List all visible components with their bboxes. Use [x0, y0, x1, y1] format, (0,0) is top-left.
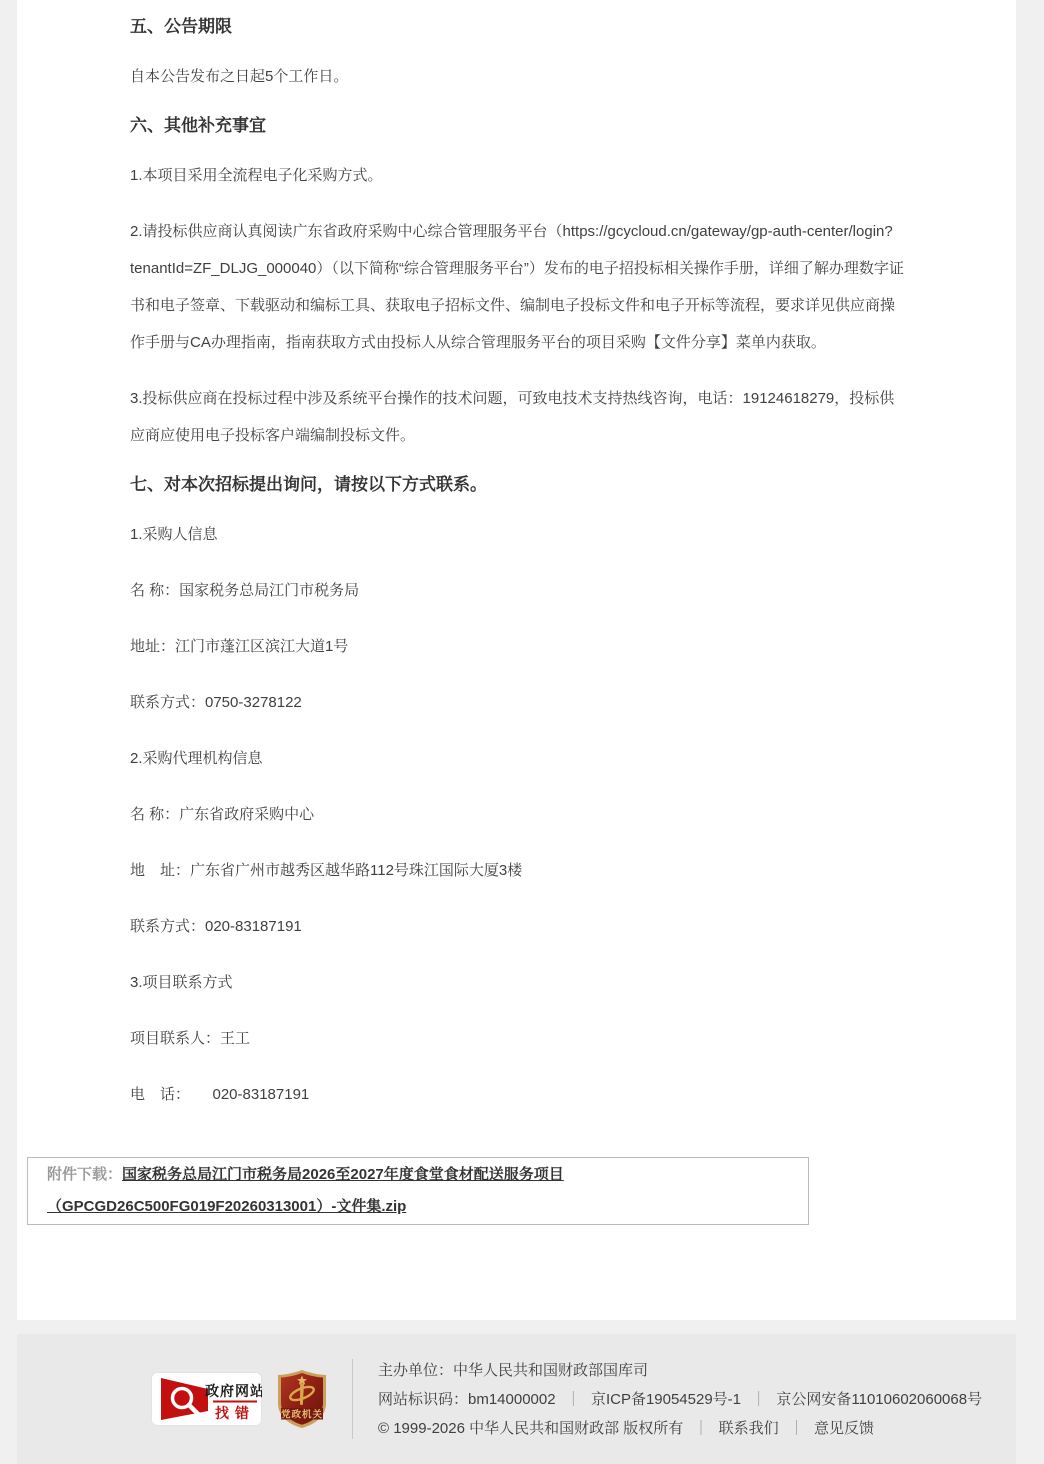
- party-gov-org-badge[interactable]: [276, 1369, 328, 1429]
- paragraph: 1.本项目采用全流程电子化采购方式。: [130, 167, 383, 184]
- paragraph: 电 话： 020-83187191: [130, 1086, 310, 1103]
- footer-divider: [352, 1359, 353, 1439]
- footer-copyright-line: [378, 1414, 982, 1443]
- footer-text-block: [378, 1356, 982, 1443]
- attachment-label: 附件下载：: [47, 1166, 123, 1183]
- announcement-content: [17, 0, 1016, 1320]
- paragraph: 1.采购人信息: [130, 526, 218, 543]
- svg-text:找错: 找错: [215, 1405, 255, 1421]
- paragraph: 地址：江门市蓬江区滨江大道1号: [130, 638, 349, 655]
- attachment-download-link[interactable]: 国家税务总局江门市税务局2026至2027年度食堂食材配送服务项目（GPCGD26C500FG019F20260313001）-文件集.zip: [47, 1166, 564, 1215]
- paragraph: 2.请投标供应商认真阅读广东省政府采购中心综合管理服务平台（https://gcycloud.cn/gateway/gp-auth-center/login?tenantId=ZF_DLJG_000040）（以下简称“综合管理服务平台”）发布的电子招投标相关操作手册，详细了解办理数字证书和电子签章、下载驱动和编标工具、获取电子招标文件、编制电子投标文件和电子开标等流程，要求详见供应商操作手册与CA办理指南，指南获取方式由投标人从综合管理服务平台的项目采购【文件分享】菜单内获取。: [130, 223, 904, 351]
- paragraph: 3.投标供应商在投标过程中涉及系统平台操作的技术问题，可致电技术支持热线咨询，电话：19124618279，投标供应商应使用电子投标客户端编制投标文件。: [130, 390, 895, 444]
- footer-host-line: [378, 1356, 982, 1385]
- svg-text:党政机关: 党政机关: [280, 1409, 324, 1421]
- paragraph: 3.项目联系方式: [130, 974, 233, 991]
- police-record-link[interactable]: 京公网安备11010602060068号: [776, 1390, 983, 1408]
- separator: ｜: [693, 1419, 709, 1437]
- page-footer: [17, 1334, 1016, 1464]
- contact-us-link[interactable]: 联系我们: [718, 1419, 779, 1437]
- copyright-text: © 1999-2026 中华人民共和国财政部 版权所有: [378, 1419, 684, 1437]
- attachment-box: [27, 1157, 809, 1225]
- svg-text:政府网站: 政府网站: [205, 1383, 262, 1399]
- section-heading: 五、公告期限: [130, 17, 232, 36]
- gov-site-error-report-badge[interactable]: [151, 1372, 262, 1426]
- paragraph: 名 称：广东省政府采购中心: [130, 806, 315, 823]
- article: [17, 0, 1016, 1113]
- separator: ｜: [751, 1390, 767, 1408]
- site-code-text: 网站标识码：bm14000002: [378, 1390, 556, 1408]
- party-gov-org-icon: [276, 1369, 328, 1429]
- separator: ｜: [788, 1419, 804, 1437]
- feedback-link[interactable]: 意见反馈: [814, 1419, 875, 1437]
- footer-id-line: [378, 1385, 982, 1414]
- paragraph: 自本公告发布之日起5个工作日。: [130, 68, 349, 85]
- separator: ｜: [565, 1390, 581, 1408]
- paragraph: 联系方式：020-83187191: [130, 918, 302, 935]
- section-heading: 七、对本次招标提出询问，请按以下方式联系。: [130, 475, 487, 494]
- section-heading: 六、其他补充事宜: [130, 116, 266, 135]
- host-unit-text: 主办单位：中华人民共和国财政部国库司: [378, 1361, 649, 1379]
- paragraph: 地 址：广东省广州市越秀区越华路112号珠江国际大厦3楼: [130, 862, 523, 879]
- icp-record-link[interactable]: 京ICP备19054529号-1: [590, 1390, 742, 1408]
- paragraph: 2.采购代理机构信息: [130, 750, 263, 767]
- paragraph: 名 称：国家税务总局江门市税务局: [130, 582, 360, 599]
- footer-inner: [17, 1334, 1016, 1464]
- paragraph: 联系方式：0750-3278122: [130, 694, 302, 711]
- gov-site-error-icon: [151, 1372, 262, 1426]
- paragraph: 项目联系人：王工: [130, 1030, 251, 1047]
